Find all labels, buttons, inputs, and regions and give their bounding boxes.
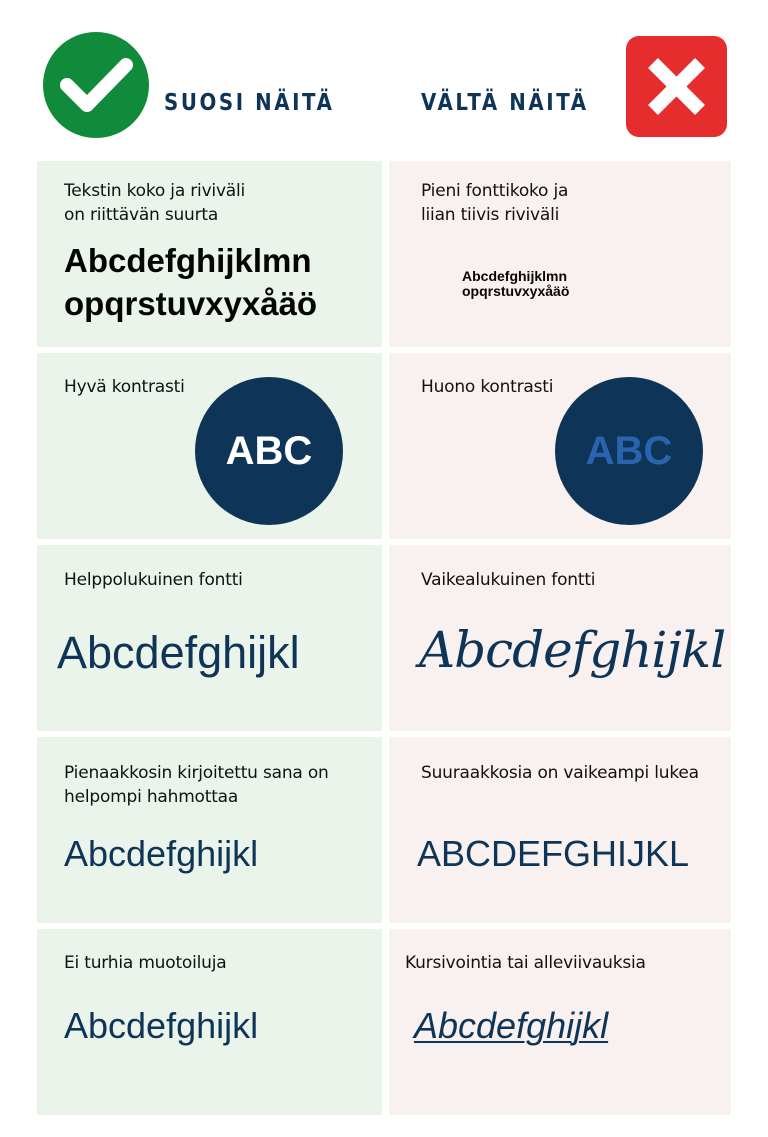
panel-caption xyxy=(64,761,329,809)
good-plain-format-panel xyxy=(37,929,382,1115)
sample-line: Abcdefghijklmn xyxy=(462,268,568,284)
panel-caption: Hyvä kontrasti xyxy=(64,377,185,397)
uppercase-sample: ABCDEFGHIJKL xyxy=(417,833,690,874)
good-header-title: SUOSI NÄITÄ xyxy=(164,90,335,116)
cross-icon xyxy=(626,36,727,137)
caption-line: Pienaakkosin kirjoitettu sana on xyxy=(64,763,329,783)
panel-caption: Helppolukuinen fontti xyxy=(64,570,243,590)
panel-caption: Suuraakkosia on vaikeampi lukea xyxy=(421,763,699,783)
checkmark-icon xyxy=(43,32,149,138)
sample-line: Abcdefghijklmn xyxy=(64,242,312,279)
high-contrast-circle: ABC xyxy=(195,377,343,525)
sample-line: opqrstuvxyxåäö xyxy=(64,285,318,322)
caption-line: Pieni fonttikoko ja xyxy=(421,181,569,201)
panel-caption xyxy=(421,179,568,227)
large-text-sample xyxy=(64,239,317,325)
panel-caption: Huono kontrasti xyxy=(421,377,554,397)
panel-caption xyxy=(64,179,245,227)
bad-header-title: VÄLTÄ NÄITÄ xyxy=(421,90,589,116)
bad-font-size-panel xyxy=(389,161,731,347)
low-contrast-circle: ABC xyxy=(555,377,703,525)
caption-line: on riittävän suurta xyxy=(64,205,219,225)
bad-styled-format-panel xyxy=(389,929,731,1115)
good-font-size-panel xyxy=(37,161,382,347)
bad-font-panel xyxy=(389,545,731,731)
caption-line: liian tiivis riviväli xyxy=(421,205,560,225)
panel-caption: Kursivointia tai alleviivauksia xyxy=(405,953,646,973)
caption-line: helpompi hahmottaa xyxy=(64,787,239,807)
readable-font-sample: Abcdefghijkl xyxy=(57,627,300,678)
caption-line: Tekstin koko ja riviväli xyxy=(64,181,246,201)
lowercase-sample: Abcdefghijkl xyxy=(64,833,259,874)
small-text-sample xyxy=(462,269,569,299)
panel-caption: Vaikealukuinen fontti xyxy=(421,570,596,590)
good-lowercase-panel xyxy=(37,737,382,923)
bad-contrast-panel xyxy=(389,353,731,539)
sample-line: opqrstuvxyxåäö xyxy=(462,283,570,299)
italic-underlined-sample: Abcdefghijkl xyxy=(414,1005,609,1046)
good-font-panel xyxy=(37,545,382,731)
bad-uppercase-panel xyxy=(389,737,731,923)
panel-caption: Ei turhia muotoiluja xyxy=(64,953,227,973)
hard-to-read-font-sample: Abcdefghijkl xyxy=(419,621,726,679)
plain-text-sample: Abcdefghijkl xyxy=(64,1005,259,1046)
good-contrast-panel xyxy=(37,353,382,539)
